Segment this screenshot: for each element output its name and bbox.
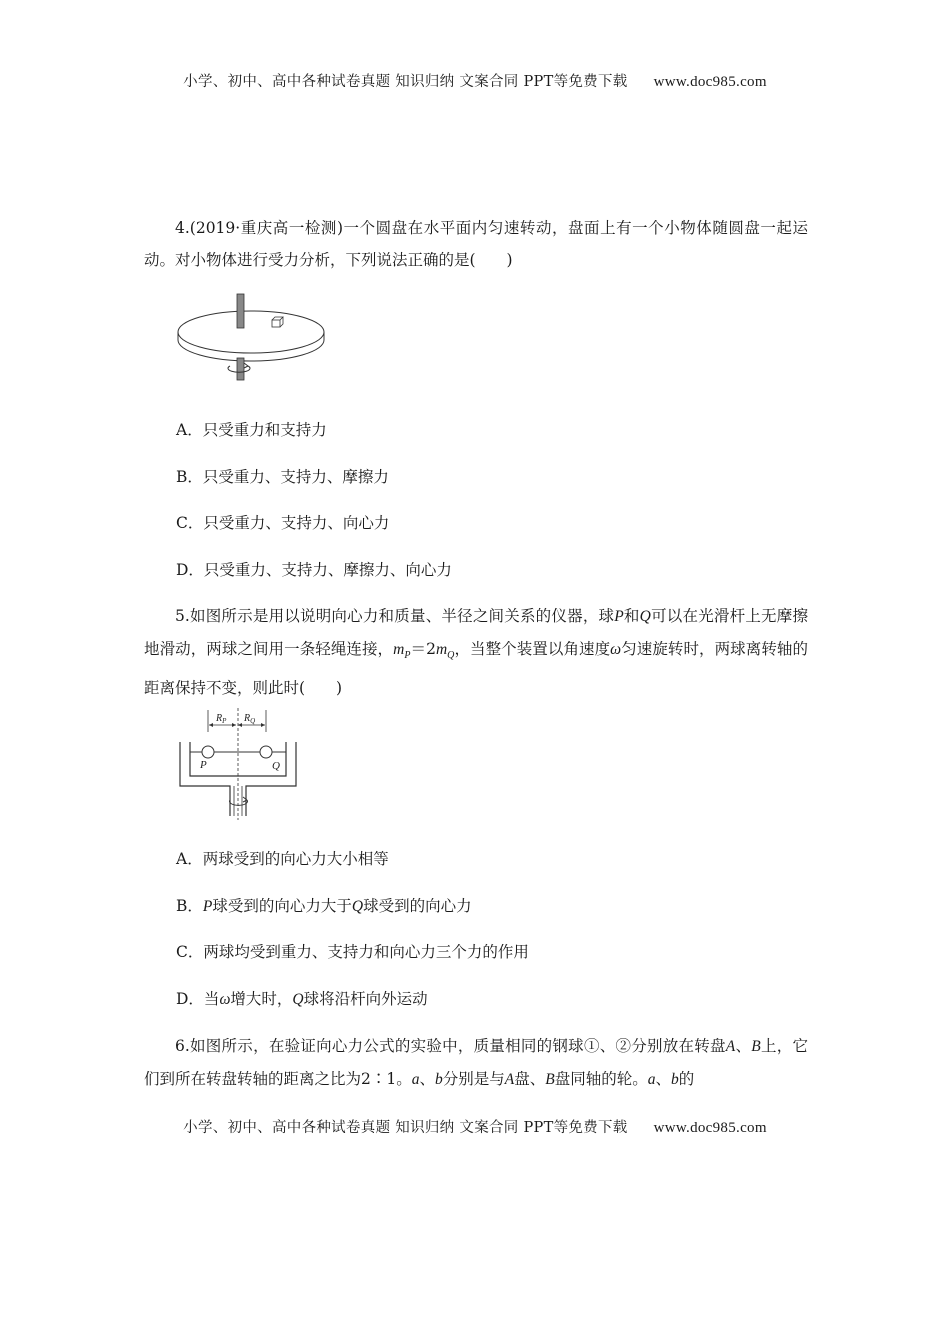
page-header bbox=[0, 70, 950, 91]
q5-stem: 5.如图所示是用以说明向心力和质量、半径之间关系的仪器，球P和Q可以在光滑杆上无摩擦地滑动，两球之间用一条轻绳连接，$m_P=2m_Q$，当整个装置以角速度ω匀速旋转时，两球离转轴的距离保持不变，则此时( ) bbox=[144, 607, 808, 698]
q4-option-b: B．只受重力、支持力、摩擦力 bbox=[176, 468, 389, 486]
q5-option-d: D．当ω增大时，Q球将沿杆向外运动 bbox=[176, 990, 428, 1008]
q4-stem: 4.(2019·重庆高一检测)一个圆盘在水平面内匀速转动，盘面上有一个小物体随圆盘一起运动。对小物体进行受力分析，下列说法正确的是( ) bbox=[144, 219, 808, 269]
q6-stem: 6.如图所示，在验证向心力公式的实验中，质量相同的钢球①、②分别放在转盘A、B上，它们到所在转盘转轴的距离之比为2∶1。a、b分别是与A盘、B盘同轴的轮。a、b的 bbox=[144, 1037, 808, 1088]
footer-url[interactable]: www.doc985.com bbox=[653, 1120, 767, 1136]
svg-text:P: P bbox=[200, 759, 207, 771]
q5-option-b: B．P球受到的向心力大于Q球受到的向心力 bbox=[176, 897, 472, 915]
header-text: 小学、初中、高中各种试卷真题 知识归纳 文案合同 PPT等免费下载 bbox=[183, 74, 628, 90]
q4-option-d: D．只受重力、支持力、摩擦力、向心力 bbox=[176, 561, 452, 579]
q5-centripetal-apparatus-figure bbox=[178, 706, 303, 822]
q4-rotating-disc-figure bbox=[176, 292, 326, 382]
q4-option-c: C．只受重力、支持力、向心力 bbox=[176, 514, 390, 532]
svg-text:RP: $R_P$ bbox=[216, 713, 227, 725]
page-footer bbox=[0, 1116, 950, 1137]
svg-text:Q: Q bbox=[272, 760, 280, 772]
header-url[interactable]: www.doc985.com bbox=[653, 74, 767, 90]
svg-text:RQ: $R_Q$ bbox=[244, 713, 256, 725]
q5-option-a: A．两球受到的向心力大小相等 bbox=[176, 850, 389, 868]
q5-option-c: C．两球均受到重力、支持力和向心力三个力的作用 bbox=[176, 943, 529, 961]
footer-text: 小学、初中、高中各种试卷真题 知识归纳 文案合同 PPT等免费下载 bbox=[183, 1120, 628, 1136]
q4-option-a: A．只受重力和支持力 bbox=[176, 421, 327, 439]
